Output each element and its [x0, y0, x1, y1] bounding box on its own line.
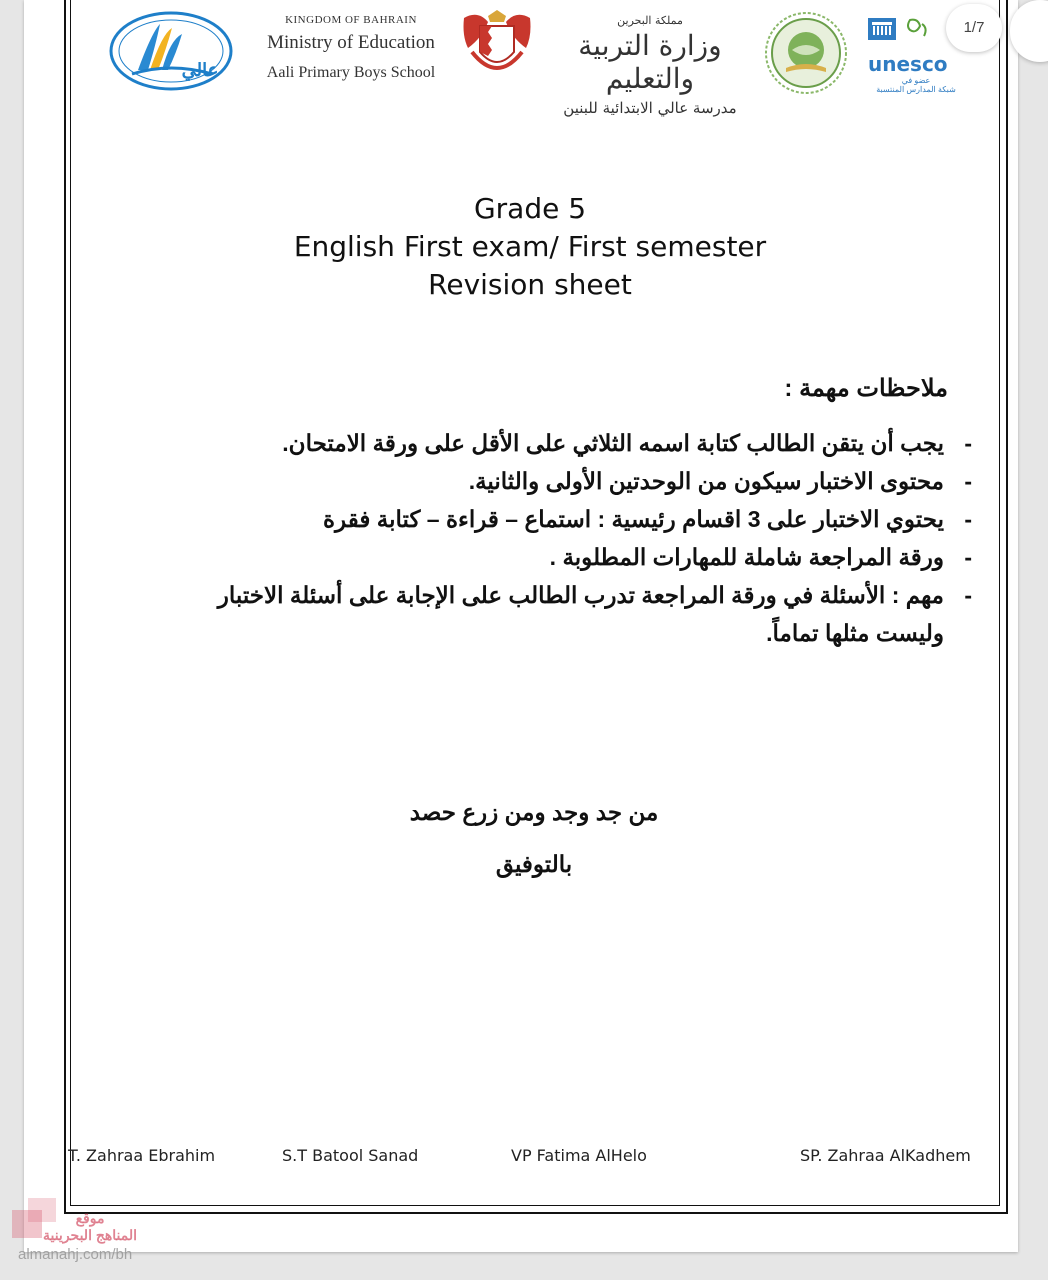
watermark-url: almanahj.com/bh — [18, 1246, 133, 1263]
ministry-arabic-block — [536, 14, 764, 117]
note-item: - يجب أن يتقن الطالب كتابة اسمه الثلاثي على الأقل على ورقة الامتحان. — [144, 424, 972, 462]
notes-list — [144, 424, 972, 652]
letterhead — [24, 0, 1018, 117]
watermark-text — [20, 1210, 160, 1244]
kingdom-en: KINGDOM OF BAHRAIN — [285, 14, 417, 26]
note-item: - ورقة المراجعة شاملة للمهارات المطلوبة . — [144, 538, 972, 576]
unesco-sub-line2: شبكة المدارس المنتسبة — [876, 85, 956, 94]
note-item: - محتوى الاختبار سيكون من الوحدتين الأولى والثانية. — [144, 462, 972, 500]
bullet-dash-icon: - — [964, 430, 972, 456]
signature-teacher: T. Zahraa Ebrahim — [68, 1146, 216, 1165]
document-page — [24, 0, 1018, 1252]
note-item: - يحتوي الاختبار على 3 اقسام رئيسية : استماع – قراءة – كتابة فقرة — [144, 500, 972, 538]
aali-logo-text: عالي — [181, 60, 219, 80]
title-sheet: Revision sheet — [428, 268, 632, 301]
bullet-dash-icon: - — [964, 544, 972, 570]
bullet-dash-icon: - — [964, 506, 972, 532]
watermark-line2: المناهج البحرينية — [42, 1227, 138, 1243]
page-indicator: 1/7 — [946, 4, 1002, 52]
signature-vice-principal: VP Fatima AlHelo — [511, 1146, 647, 1165]
kingdom-ar: مملكة البحرين — [617, 14, 683, 27]
bullet-dash-icon: - — [964, 468, 972, 494]
bahrain-crest-icon — [458, 8, 536, 82]
aali-school-logo — [108, 10, 234, 92]
closing-message — [324, 786, 744, 890]
signature-senior-teacher: S.T Batool Sanad — [282, 1146, 419, 1165]
ministry-english-block — [246, 14, 456, 82]
unesco-sub-line1: عضو في — [901, 76, 931, 85]
school-en: Aali Primary Boys School — [266, 64, 436, 81]
signature-principal: SP. Zahraa AlKadhem — [800, 1146, 971, 1165]
unesco-wordmark: unesco — [868, 52, 948, 76]
notes-heading: ملاحظات مهمة : — [784, 375, 948, 402]
document-title — [224, 190, 836, 304]
school-ar: مدرسة عالي الابتدائية للبنين — [563, 99, 737, 117]
title-grade: Grade 5 — [473, 192, 587, 225]
ministry-en: Ministry of Education — [267, 32, 435, 53]
ministry-ar: وزارة التربية والتعليم — [578, 29, 722, 95]
watermark-line1: موقع — [75, 1210, 105, 1226]
bullet-dash-icon: - — [964, 582, 972, 608]
unesco-subtitle — [870, 76, 962, 94]
title-exam: English First exam/ First semester — [293, 230, 767, 263]
associated-schools-logo — [756, 10, 856, 96]
closing-good-luck: بالتوفيق — [495, 851, 573, 877]
closing-proverb: من جد وجد ومن زرع حصد — [409, 799, 659, 825]
note-item: - مهم : الأسئلة في ورقة المراجعة تدرب الطالب على الإجابة على أسئلة الاختبار وليست مثلها تماماً. — [144, 576, 972, 652]
